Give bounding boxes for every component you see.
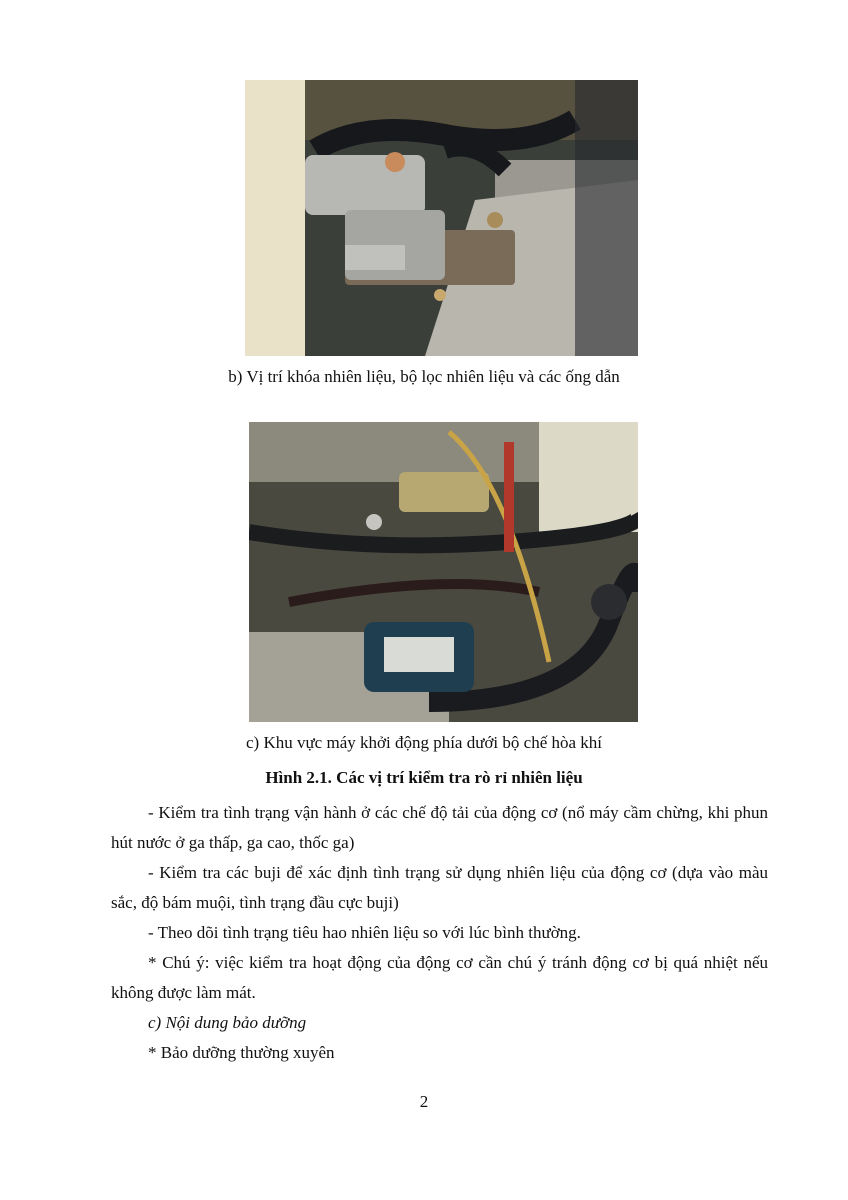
paragraph-fuel-consumption: - Theo dõi tình trạng tiêu hao nhiên liệu so với lúc bình thường. bbox=[148, 923, 581, 942]
figure-title: Hình 2.1. Các vị trí kiểm tra rò rỉ nhiên liệu bbox=[265, 768, 583, 787]
figure-c-caption: c) Khu vực máy khởi động phía dưới bộ chế hòa khí bbox=[245, 733, 603, 752]
paragraph-regular-maintenance: * Bảo dưỡng thường xuyên bbox=[148, 1043, 335, 1062]
fuel-valve-photo bbox=[245, 80, 638, 356]
paragraph-spark-plug-check: - Kiểm tra các buji để xác định tình trạng sử dụng nhiên liệu của động cơ (dựa vào màu sắc, độ bám muội, tình trạng đầu cực buji) bbox=[111, 863, 768, 912]
paragraph-operation-check: - Kiểm tra tình trạng vận hành ở các chế độ tải của động cơ (nổ máy cầm chừng, khi phun hút nước ở ga thấp, ga cao, thốc ga) bbox=[111, 803, 768, 852]
paragraph-note: * Chú ý: việc kiểm tra hoạt động của động cơ cần chú ý tránh động cơ bị quá nhiệt nếu không được làm mát. bbox=[111, 953, 768, 1002]
page-number: 2 bbox=[419, 1092, 429, 1111]
starter-area-photo bbox=[249, 422, 638, 722]
section-heading-maintenance: c) Nội dung bảo dưỡng bbox=[148, 1013, 307, 1032]
figure-b-caption: b) Vị trí khóa nhiên liệu, bộ lọc nhiên liệu và các ống dẫn bbox=[228, 367, 620, 386]
